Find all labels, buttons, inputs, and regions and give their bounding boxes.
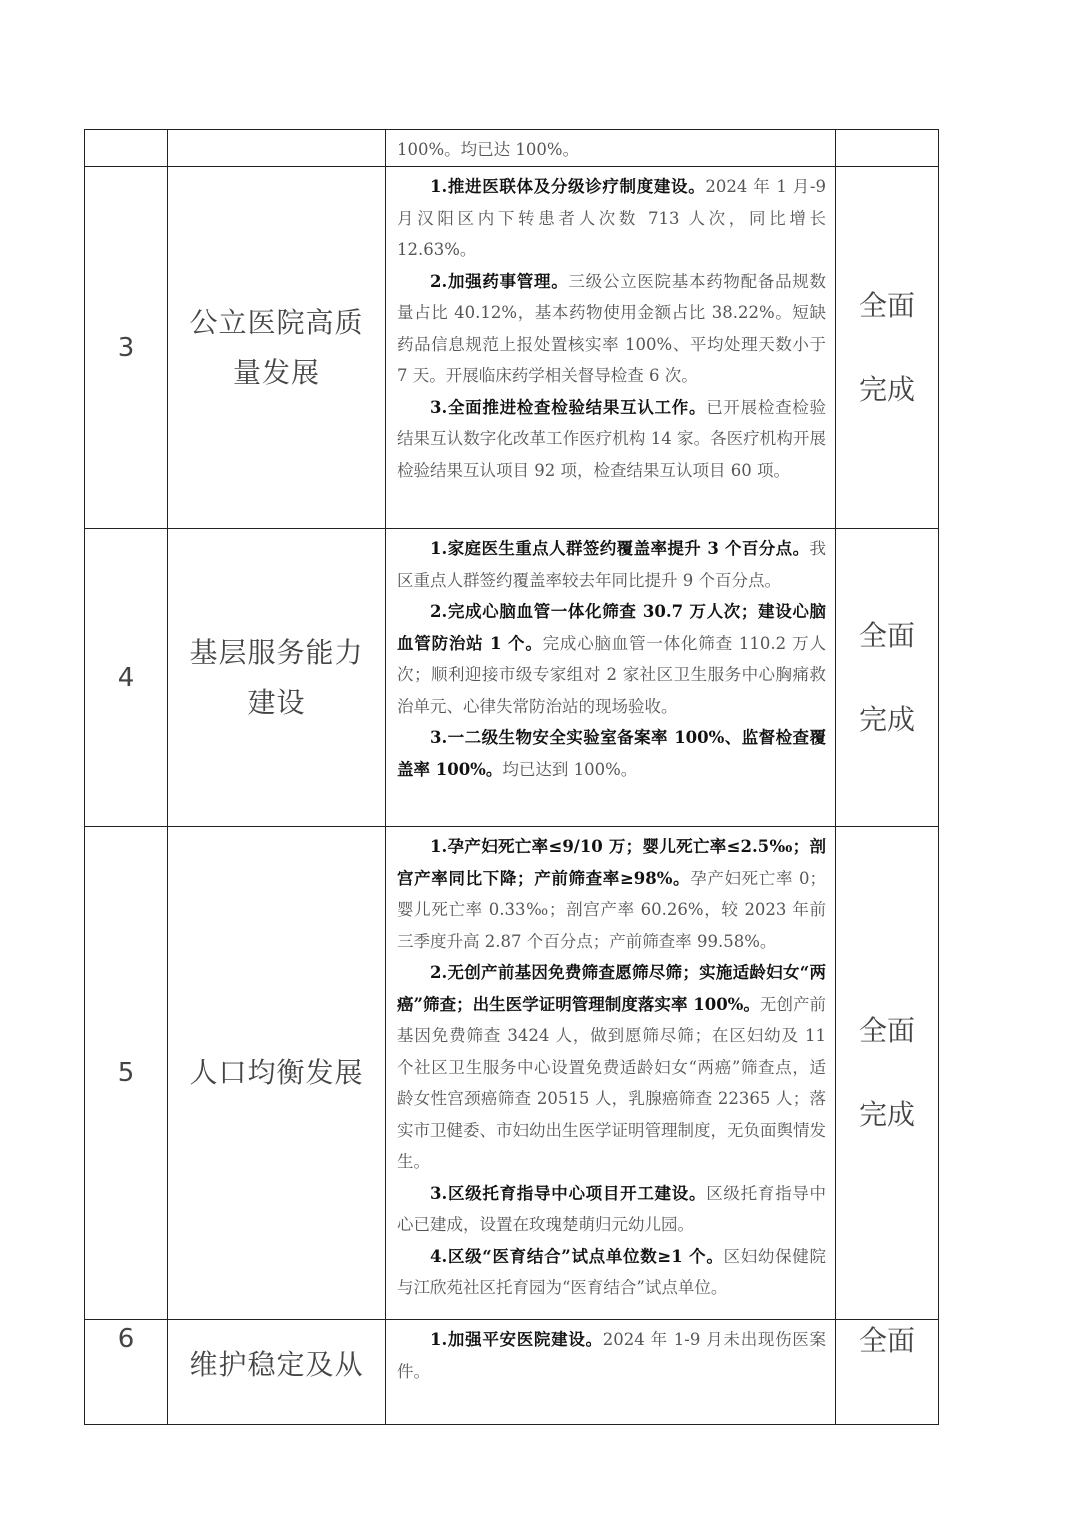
content-paragraph (397, 392, 826, 487)
item-detail: 完成心脑血管一体化筛查 110.2 万人次；顺利迎接市级专家组对 2 家社区卫生服务中心胸痛救治单元、心律失常防治站的现场验收。 (397, 633, 826, 716)
progress-content-cell (386, 529, 836, 827)
content-paragraph (397, 1324, 826, 1387)
item-heading: 1.加强平安医院建设。 (430, 1330, 603, 1349)
item-detail: 2024 年 1-9 月未出现伤医案件。 (397, 1330, 826, 1381)
status-text: 完成 (858, 1098, 915, 1131)
task-name-line: 基层服务能力 (189, 635, 364, 669)
item-heading: 1.家庭医生重点人群签约覆盖率提升 3 个百分点。 (430, 539, 810, 558)
status-text: 完成 (858, 702, 915, 736)
item-heading: 1.孕产妇死亡率≤9/10 万；婴儿死亡率≤2.5‰；剖宫产率同比下降；产前筛查率≥98%。 (397, 837, 826, 888)
content-paragraph (397, 171, 826, 266)
task-name-line: 维护稳定及从 (189, 1348, 364, 1381)
row-number: 6 (85, 1320, 168, 1425)
progress-content-cell (386, 130, 836, 167)
status-text: 全面 (858, 1014, 915, 1047)
task-name-line: 建设 (247, 685, 306, 719)
task-name-cell (168, 130, 386, 167)
task-name (168, 1320, 386, 1425)
row-number-cell (85, 130, 168, 167)
row-number: 3 (85, 167, 168, 529)
status-cell (836, 130, 939, 167)
row-number: 5 (85, 827, 168, 1320)
content-paragraph (397, 266, 826, 392)
table-row (85, 130, 939, 167)
status-text: 全面 (858, 1324, 915, 1357)
item-detail: 孕产妇死亡率 0；婴儿死亡率 0.33‰；剖宫产率 60.26%，较 2023 年前三季度升高 2.87 个百分点；产前筛查率 99.58%。 (397, 868, 826, 951)
row-number: 4 (85, 529, 168, 827)
task-name-line: 量发展 (232, 355, 320, 389)
work-report-table (84, 129, 939, 1425)
table-row (85, 529, 939, 827)
table-row (85, 827, 939, 1320)
item-heading: 2.加强药事管理。 (430, 271, 569, 291)
item-detail: 已开展检查检验结果互认数字化改革工作医疗机构 14 家。各医疗机构开展检验结果互认项目 92 项，检查结果互认项目 60 项。 (397, 397, 827, 480)
progress-content-cell (386, 1320, 836, 1425)
content-paragraph (397, 533, 826, 596)
table-row (85, 167, 939, 529)
table-row (85, 1320, 939, 1425)
task-name (168, 529, 386, 827)
item-heading: 3.全面推进检查检验结果互认工作。 (430, 397, 707, 417)
item-heading: 3.区级托育指导中心项目开工建设。 (430, 1183, 707, 1203)
item-detail: 无创产前基因免费筛查 3424 人，做到愿筛尽筛；在区妇幼及 11 个社区卫生服务中心设置免费适龄妇女“两癌”筛查点，适龄女性宫颈癌筛查 20515 人，乳腺癌筛查 22365 人；落实市卫健委、市妇幼出生医学证明管理制度，无负面舆情发生。 (397, 994, 827, 1171)
status-text: 全面 (858, 288, 915, 322)
item-detail: 均已达到 100%。 (502, 759, 638, 779)
item-detail: 2024 年 1 月-9 月汉阳区内下转患者人次数 713 人次，同比增长 12.63%。 (397, 177, 826, 259)
task-name (168, 167, 386, 529)
item-heading: 1.推进医联体及分级诊疗制度建设。 (430, 177, 706, 196)
item-detail: 三级公立医院基本药物配备品规数量占比 40.12%，基本药物使用金额占比 38.22%。短缺药品信息规范上报处置核实率 100%、平均处理天数小于 7 天。开展临床药学相关督导检查 6 次。 (397, 271, 827, 385)
item-heading: 2.无创产前基因免费筛查愿筛尽筛；实施适龄妇女“两癌”筛查；出生医学证明管理制度落实率 100%。 (397, 963, 826, 1014)
content-paragraph (397, 831, 826, 957)
content-paragraph (397, 957, 826, 1178)
content-paragraph (397, 722, 826, 785)
status-cell (836, 1320, 939, 1425)
status-text: 完成 (858, 372, 915, 406)
content-paragraph (397, 1178, 826, 1241)
status-cell (836, 167, 939, 529)
item-detail: 区级托育指导中心已建成，设置在玫瑰楚萌归元幼儿园。 (397, 1183, 827, 1234)
content-paragraph: 100%。均已达 100%。 (397, 140, 580, 159)
content-paragraph (397, 596, 826, 722)
item-heading: 4.区级“医育结合”试点单位数≥1 个。 (430, 1246, 724, 1266)
item-heading: 2.完成心脑血管一体化筛查 30.7 万人次；建设心脑血管防治站 1 个。 (397, 602, 826, 653)
task-name-line: 人口均衡发展 (189, 1056, 364, 1089)
status-text: 全面 (858, 618, 915, 652)
status-cell (836, 827, 939, 1320)
item-detail: 我区重点人群签约覆盖率较去年同比提升 9 个百分点。 (397, 539, 826, 590)
status-cell (836, 529, 939, 827)
content-paragraph (397, 1241, 826, 1304)
task-name (168, 827, 386, 1320)
progress-content-cell (386, 167, 836, 529)
progress-content-cell (386, 827, 836, 1320)
item-detail: 区妇幼保健院与江欣苑社区托育园为“医育结合”试点单位。 (397, 1246, 826, 1297)
item-heading: 3.一二级生物安全实验室备案率 100%、监督检查覆盖率 100%。 (397, 728, 826, 779)
task-name-line: 公立医院高质 (189, 305, 364, 339)
